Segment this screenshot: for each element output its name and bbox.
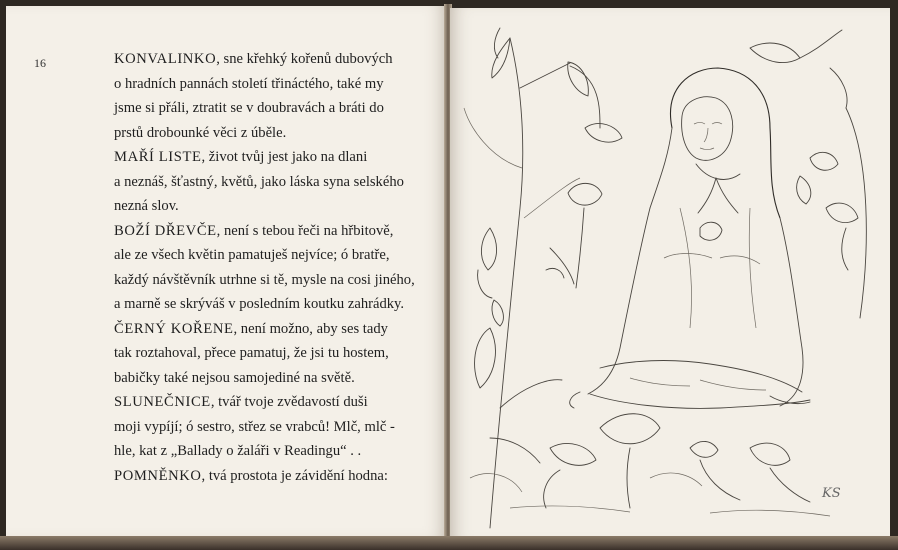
line-text: ale ze všech květin pamatuješ nejvíce; ó bratře, (114, 247, 390, 263)
line-text: , není možno, aby ses tady (233, 320, 388, 337)
flower-name: MAŘÍ LISTE (114, 149, 202, 165)
text-line (114, 121, 434, 146)
line-text: , není s tebou řeči na hřbitově, (216, 222, 394, 239)
line-text: a neznáš, šťastný, květů, jako láska syna selského (114, 173, 404, 190)
line-text: , sne křehký kořenů dubových (216, 51, 393, 67)
left-page (6, 6, 447, 536)
line-text: hle, kat z „Ballady o žaláři v Readingu“ . . (114, 443, 362, 459)
line-text: o hradních pannách století třináctého, také my (114, 75, 384, 92)
text-line (114, 317, 434, 342)
poem-text (114, 47, 434, 488)
line-text: nezná slov. (114, 198, 179, 214)
text-line (114, 439, 434, 464)
text-line (114, 96, 434, 121)
book-bottom-edge (0, 536, 898, 550)
line-text: , tvá prostota je závidění hodna: (201, 467, 388, 484)
line-text: tak roztahoval, přece pamatuj, že jsi tu hostem, (114, 345, 389, 361)
line-text: a marně se skrýváš v posledním koutku zahrádky. (114, 296, 405, 312)
line-text: moji vypíjí; ó sestro, střez se vrabců! Mlč, mlč - (114, 418, 395, 435)
text-line (114, 47, 434, 72)
line-text: babičky také nejsou samojediné na světě. (114, 369, 355, 386)
right-page (450, 8, 890, 540)
text-line (114, 390, 434, 415)
line-text: každý návštěvník utrhne si tě, mysle na cosi jiného, (114, 271, 415, 288)
line-text: , život tvůj jest jako na dlani (201, 149, 368, 165)
text-line (114, 464, 434, 489)
artist-signature: KS (822, 486, 841, 501)
page-number: 16 (34, 56, 46, 70)
flower-name: KONVALINKO (114, 51, 217, 67)
line-text: jsme si přáli, ztratit se v doubravách a bráti do (114, 100, 384, 116)
text-line (114, 243, 434, 268)
line-text: , tvář tvoje zvědavostí duši (210, 394, 368, 410)
text-line (114, 292, 434, 317)
text-line (114, 219, 434, 244)
text-line (114, 170, 434, 195)
flower-name: POMNĚNKO (114, 467, 202, 484)
flower-name: SLUNEČNICE (114, 394, 211, 410)
text-line (114, 366, 434, 391)
girl-with-flowers-etching (450, 8, 890, 540)
text-line (114, 268, 434, 293)
flower-name: BOŽÍ DŘEVČE (114, 222, 217, 239)
text-line (114, 72, 434, 97)
line-text: prstů drobounké věci z úběle. (114, 124, 287, 141)
text-line (114, 145, 434, 170)
flower-name: ČERNÝ KOŘENE (114, 320, 234, 337)
text-line (114, 415, 434, 440)
text-line (114, 341, 434, 366)
text-line (114, 194, 434, 219)
